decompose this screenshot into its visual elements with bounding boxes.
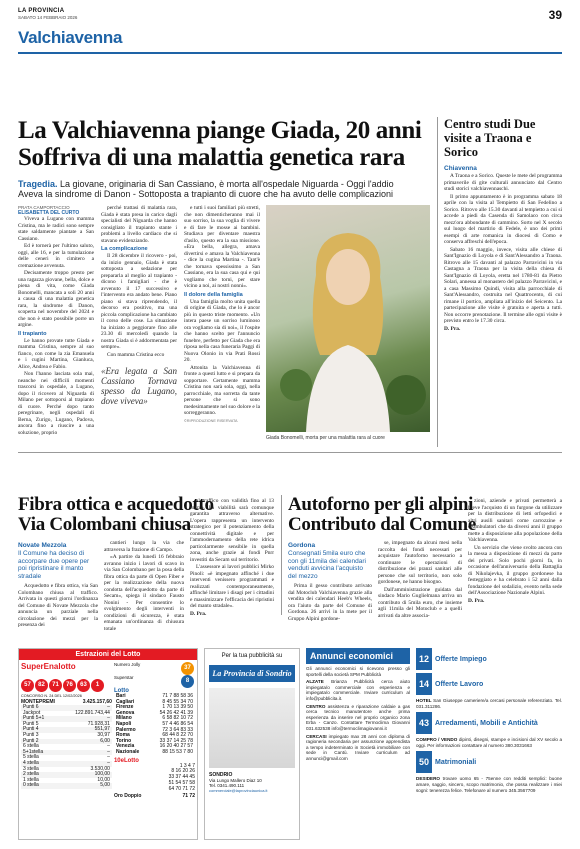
category-label: Matrimoniali [435, 758, 477, 766]
category-arredamenti [416, 712, 562, 734]
quote-value: – [57, 705, 112, 711]
quote-value: 30,97 [97, 731, 110, 738]
oro-label: Oro Doppio [113, 792, 142, 799]
article2-paragraph: «A partire da lunedì 16 febbraio avranno inizio i lavori di scavo in via San Colombano per la posa della fibra ottica da parte di Open Fiber e per la realizzazione della nuova condotta dell'acquedotto da parte di Secam», spiega il sindaco Fausto Nonini - Per consentire lo svolgimento degli interventi in condizioni di sicurezza, è stata emanata un'ordinanza di chiusura totale [104, 554, 184, 632]
article2-place: Novate Mezzola [18, 542, 67, 549]
ruota-name: Palermo [115, 726, 136, 733]
lead-paragraph: e tutti i suoi familiari più stretti, che non dimenticheranno mai il suo sorriso, la sua voglia di vivere e di fare le mosse ai bambini. Studiava per diventare maestra d'asilo, questo era la sua missione. «Era bella, allegra, amava divertirsi e amava la Valchiavenna - dice la cugina Martina -. Tant'è che tornava spessissimo a San Cassiano, era la sua casa qui e qui vogliamo che torni, per stare vicino a noi, ai nostri nonni». [184, 205, 260, 289]
ruota-numbers: 71 7 88 58 36 [162, 693, 193, 699]
ad-text: dipinti, disegni, stampe e incisioni dal XV secolo a oggi. Per informazioni contattare al numero 380.3031663 [416, 737, 562, 748]
lead-subhead: Il dolore della famiglia [184, 291, 243, 298]
ad-head: CERCASI [306, 733, 327, 739]
quote-label: 5+1stella [21, 750, 57, 756]
lead-paragraph: Una famiglia molto unita quella di origine di Giada, che lo è ancor più in questo triste momento. «Un intera paese un sorriso luminoso ora vogliamo sia di noi», il l'ospite che hanno scelto per l'annuncio funebre, perfetto per Giada che era riposa nella casa funeraria Paggi di Nuova Olonio in via Prati Rossi 20. [184, 298, 260, 363]
quote-value: 5,00 [57, 783, 112, 789]
category-label: Offerte Lavoro [435, 680, 484, 688]
lead-paragraph: Decisamente troppo presto per una ragazza giovane, bella, dolce e piena di vita, come Giada Bonomelli, mancata a soli 20 anni a causa di una malattia genetica rara, la sindrome di Danon, scoperta nel novembre del 2024 e che non è stato possibile porre un argine. [18, 270, 94, 328]
ruota-name: Torino [115, 737, 132, 744]
ruota-name: Milano [115, 715, 132, 722]
lead-title-line2: Soffriva di una malattia genetica rara [18, 144, 405, 171]
row-divider [18, 452, 562, 453]
ruota-numbers: 6 58 82 10 72 [162, 715, 193, 722]
lead-paragraph: perché trattasi di malattia rara, Giada è stata presa in carico dagli specialisti del Niguarda che hanno consigliato il trapianto stante i problemi a livello cardiaco che si stavano evidenziando. [101, 205, 177, 244]
page-number: 39 [548, 8, 562, 22]
article3-paragraph: zioni, aziende e privati permetterà a breve l'acquisto di un furgone da utilizzare per la distribuzione di letti orfopedici e altri ausili sanitari come carrozzine e deambulatori che da diversi anni il gruppo mette a disposizione alla popolazione della Valchiavenna. [468, 498, 562, 543]
portrait-illustration [266, 205, 430, 432]
quote-label: Jackpot [23, 709, 41, 716]
column-divider [437, 117, 438, 447]
ruota-numbers: 8 45 55 34 70 [162, 698, 193, 705]
article2-paragraph: L'assessore ai lavori pubblici Mirko Pinoli: «è impegnato affinché i due interventi venissero programmati e realizzati contemporaneamente, affinché limitare i disagi per i cittadini e massimizzare l'efficacia dei ripristini del manto stradale». [190, 564, 274, 609]
article2-column-1 [18, 540, 98, 630]
ad-head: CENTRO [306, 703, 326, 709]
sidebar-article [444, 117, 562, 332]
winning-numbers [21, 673, 112, 692]
quote-label: 2 stella [21, 772, 57, 778]
ruota-name: Napoli [115, 720, 132, 727]
sidebar-place: Chiavenna [444, 165, 477, 172]
diecielotto-row: 64 70 71 72 [168, 785, 195, 792]
pull-quote: «Era legata a San Cassiano Tornava spesso da Lugano, dove viveva» [101, 366, 177, 406]
quote-value: 122.891.743,44 [75, 709, 110, 716]
diecielotto-label: 10eLotto [113, 757, 139, 764]
lead-column-3 [184, 205, 260, 423]
article-autoforno [288, 495, 478, 535]
quote-value: 3.530,00 [90, 765, 110, 772]
article3-column-2 [378, 540, 462, 620]
article3-place: Gordona [288, 542, 316, 549]
ad-text: San Giuseppe cameriere/a cercasi personale referenziato. Tel. 031.311286. [416, 698, 562, 709]
lead-paragraph: Con mamma Cristina ecco [107, 351, 165, 358]
kicker-line2: Aveva la sindrome di Danon - Sottoposta a trapianto di cuore che ha avuto delle complicazioni [18, 189, 394, 199]
jolly-number: 37 [181, 662, 194, 675]
lead-paragraph: Il 28 dicembre il ricovero - poi, da inizio gennaio, Giada è stata sottoposta a sedazione per prepararla al meglio al trapianto - dicono i famigliari - che è avvenuto il 17 successivo e l'intervento era andato bene. Piano piano si stava riprendendo, il decorso era positivo, ma una piccola complicazione ha cambiato il corso delle cose. La situazione ha iniziato a peggiorare fino alle 23.30 di mercoledì quando la nostra Giada si è addormentata per sempre». [101, 253, 177, 350]
article3-paragraph: Prima il gesso contributo arrivato dal Motoclub Valchiavenna grazie alla vendita dei calendari Heeb's Wheels, ora l'aiuto da parte del Comune di Gordona. 26 arrivi in la mete per il Gruppo Alpini gordone- [288, 583, 372, 622]
lead-headline [18, 117, 430, 171]
byline-place: PRATA CAMPORTACCIO [18, 205, 70, 210]
quote-value: – [57, 761, 112, 767]
category-label: Arredamenti, Mobili e Antichità [435, 719, 538, 727]
kicker-label: Tragedia. [18, 179, 58, 189]
promo-headline: Per la tua pubblicità su [221, 653, 283, 659]
ruota-numbers: 88 15 53 7 80 [162, 748, 193, 755]
quote-label: Punti 2 [21, 739, 57, 745]
article3-title-line1: Autoforno per gli alpini [288, 494, 474, 515]
ruota-numbers: 72 3 64 83 33 [162, 726, 193, 733]
ad-head: DESIDERO [416, 776, 440, 782]
lead-title-line1: La Valchiavenna piange Giada, 20 anni [18, 117, 422, 144]
ruota-numbers: 54 26 42 41 39 [159, 709, 193, 716]
ad-text: assistenza e riparazione caldaie a gas cerca tecnico manutentore anche prima esperienza da inserire nel proprio organico zona Erba - Canzo. Contattare Termoclima Giovanni 031.632538 info@termoclimagiovanni.it [306, 703, 410, 731]
quote-label: 0 stella [21, 783, 57, 789]
classifieds-intro: Gli annunci economici si ricevono presso gli sportelli della società SPM Pubblicità [306, 666, 410, 677]
issue-date: SABATO 14 FEBBRAIO 2026 [18, 15, 78, 20]
quote-label: 6 stella [23, 743, 39, 750]
ad-head: HOTEL [416, 698, 432, 703]
lead-column-1 [18, 205, 94, 437]
article2-teaser: Il Comune ha deciso di accorpare due opere per poi ripristinare il manto stradale [18, 550, 90, 580]
category-number: 43 [416, 712, 432, 734]
diecielotto-row: 33 37 44 45 [168, 774, 195, 781]
lotto-ball: 1 [91, 679, 104, 692]
article2-paragraph: al traffico con validità fino al 13 marzo. La viabilità sarà comunque garantita attraverso alternative. L'opera rappresenta un intervento strategico per il potenziamento della connettività digitale e per l'ammodernamento della rete idrica particolarmente sensibile in quella zona, anche grazie ai fondi Pnrr investiti da Secam sul territorio. [190, 498, 274, 563]
category-offerte-lavoro [416, 673, 562, 695]
byline-name: ELISABETTA DEL CURTO [18, 210, 80, 216]
promo-office: SONDRIO [209, 772, 233, 778]
ruota-name: Nazionale [115, 748, 140, 755]
quote-label: Punti 4 [21, 727, 57, 733]
promo-phone: Tel. 0341.490.111 [209, 783, 245, 788]
concorso-label: CONCORSO N. 24 DEL 12/02/2026 [21, 694, 82, 698]
quote-value: 10,00 [97, 776, 110, 783]
article3-credit: D. Pra. [468, 597, 485, 604]
quote-value: 100,00 [57, 772, 112, 778]
column-divider [281, 495, 282, 615]
montepremi-label: MONTEPREMI [21, 699, 55, 705]
lead-subhead: La complicazione [101, 246, 148, 252]
article3-teaser: Consegnati 5mila euro che con gli 11mila dei calendari venduti avvicina l'acquisto del mezzo [288, 550, 366, 580]
classifieds-header: Annunci economici [306, 648, 410, 664]
ruota-numbers: 57 4 46 86 54 [162, 720, 193, 727]
photo-caption: Giada Bonomelli, morta per una malattia rara al cuore [266, 435, 385, 441]
category-number: 50 [416, 751, 432, 773]
quote-value: – [107, 743, 110, 750]
category-matrimoniali [416, 751, 562, 773]
diecielotto-row: 1 3 4 7 [179, 762, 195, 769]
lead-column-2 [101, 205, 177, 406]
ruote-table [114, 694, 195, 756]
quote-label: Punti 5 [23, 720, 39, 727]
lotto-ball: 57 [21, 679, 34, 692]
lotto-ball: 71 [49, 679, 62, 692]
lotto-title: Estrazioni del Lotto [19, 649, 197, 660]
lead-paragraph: Viveva a Lugano con mamma Cristina, ma le radici sono sempre state saldamente piantate a San Cassiano. [18, 216, 94, 242]
sidebar-paragraph: Il primo appuntamento è in programma sabato 18 aprile con la visita al Tempietto di San Fedelino a Sorico. Ritrovo alle 15.30 davanti al tempietto a cui si accede a piedi da Casenda di Samolaco con circa mezz'ora abbondante di cammino. Sorto nel X secolo sul luogo del martirio di Fedele, è uno dei primi esempi di arte romanica in diocesi di Como e conserva affreschi dell'epoca. [444, 193, 562, 245]
promo-paper: La Provincia di Sondrio [209, 665, 295, 682]
lead-paragraph: Le hanno provate tutte Giada e mamma Cristina, sempre al suo fianco, con come la zia Emanuela e i cugini Martina, Gianluca, Alice, Andrea e Fabio. [18, 337, 94, 370]
ad-text: Brianza Pubblicità cerca aiuto impiegata/o commerciale con esperienza e impiegata/o commerciale. Inviare curriculum al info@pubblicita.it. [306, 679, 410, 701]
ruota-name: Cagliari [115, 698, 135, 705]
article3-paragraph: Un servizio che viene svolto ancora con la messa a disposizione di mezzi da parte dei privati. Solo pochi giorni fa, in occasione dell'anniversario della Battaglia di Nikolajevka, il gruppo gordonese ha festeggiato e ha celebrato i 52 anni dalla fondazione del sodalizio, evento nella sede dell'Associazione Nazionale Alpini. [468, 544, 562, 596]
ruota-name: Venezia [115, 743, 135, 750]
ruota-name: Genova [115, 709, 135, 716]
ad-head: ALZATE [306, 679, 324, 685]
quote-table [21, 705, 112, 789]
lead-paragraph: Non l'hanno lasciata sola mai, neanche nei difficili momenti trascorsi in ospedale, a Lugano, dopo il ricovero al Niguarda di Milano per sottoporsi al trapianto di cuore. Perché dopo tanto peregrinare, negli ospedali di Berna, Zurigo, Lugano, Padova, ancora fino a riuscire a una soluzione, proprio [18, 371, 94, 436]
ruota-numbers: 33 37 14 25 78 [159, 737, 193, 744]
article3-column-1 [288, 540, 372, 623]
category-number: 12 [416, 648, 432, 670]
quote-value: – [57, 750, 112, 756]
article3-column-3 [468, 498, 562, 604]
ad-text: trovare uomo 65 - 75enne con redditi semplici: buone amare, saggio, sincero, scopo matrimonio, che possa realizzare i miei sogni: tenerezza felice. Telefonare al numero 345.3567709 [416, 776, 562, 793]
article2-paragraph: cantieri lungo la via che attraversa la frazione di Campo. [104, 540, 184, 553]
ruota-name: Firenze [115, 704, 134, 711]
promo-email[interactable]: commerciale@laprovinciaunica.it [209, 788, 268, 793]
article2-paragraph: Acquedotto e fibra ottica, via San Colombano chiusa al traffico. Arrivata in questi giorni l'ordinanza del Comune di Novate Mezzola che annuncia un parziale nella circolazione dei mezzi per la presenza dei [18, 583, 98, 628]
quote-value: 71.928,31 [87, 720, 110, 727]
article3-paragraph: se, impegnato da alcuni mesi nella raccolta dei fondi necessari per acquistare l'autoforno necessario a continuare le operazioni di distribuzione dei pranzi sanitari alle persone che sul territorio, non solo gordonese, ne hanno bisogno. [378, 540, 462, 585]
oro-value: 71 72 [182, 792, 195, 799]
superstar-number: 8 [181, 675, 194, 688]
promo-image [209, 688, 295, 768]
quote-label: 1 stella [23, 776, 39, 783]
ruota-numbers: 16 20 40 27 57 [159, 743, 193, 750]
quote-value: – [107, 754, 110, 761]
lotto-ball: 63 [77, 679, 90, 692]
lotto-label: Lotto [113, 688, 129, 694]
superenalotto-logo: SuperEnalotto [21, 662, 76, 671]
ruota-numbers: 1 70 13 39 50 [162, 704, 193, 711]
quote-value: – [57, 716, 112, 722]
lotto-ball: 76 [63, 679, 76, 692]
ruota-row [114, 750, 195, 756]
kicker-text: La giovane, originaria di San Cassiano, è morta all'ospedale Niguarda - Oggi l'addio [57, 179, 394, 189]
sidebar-credit: D. Pra. [444, 325, 461, 332]
jolly-label: Numero Jolly [113, 662, 141, 667]
lead-kicker [18, 179, 430, 199]
ad-head: COMPRO / VENDO [416, 737, 458, 743]
lead-photo [266, 205, 430, 432]
ruota-name: Roma [115, 732, 130, 739]
quote-value: 551,97 [57, 727, 112, 733]
article2-title-line2: Via Colombani chiusa [18, 514, 191, 535]
classifieds [306, 648, 562, 840]
copyright-note: ©RIPRODUZIONE RISERVATA [184, 418, 238, 423]
ruota-numbers: 68 44 8 22 70 [162, 732, 193, 739]
lead-subhead: Il trapianto [18, 330, 47, 337]
category-label: Offerte Impiego [435, 655, 487, 663]
lead-paragraph: Attonita la Valchiavenna di fronte a questi lutto e si prepara da sopportare. Certamente mamma Cristina non sarà sola, oggi, nella parrocchiale, ma sorretta da tante persone che si sono medesimamente nel suo dolore e la sorreggeranno. [184, 364, 260, 416]
sidebar-paragraph: A Traona e a Sorico. Queste le mete del programma primaverile di gite culturali annunciato dal Centro studi storici valchiavennaschi. [444, 173, 562, 192]
lotto-ball: 82 [35, 679, 48, 692]
ad-text: impiegato max 28 anni con diploma di ragioneria secondaria per assunzione apprendista a tempo indeterminato in Società immobiliare con sede in Cantù. Inviare curriculum ad annunci@gmail.com [306, 733, 410, 761]
quote-label: 3 stella [23, 765, 39, 772]
diecielotto-numbers [114, 764, 195, 793]
superstar-label: Superstar [113, 675, 134, 680]
article3-paragraph: Dall'amministrazione guidata dal sindaco Mario Guglielmana arriva un contributo di 5mila euro, che insieme agli 11mila del Motoclub e a quelli arrivati da altre associa- [378, 586, 462, 619]
quote-label: Punti 5+1 [21, 716, 57, 722]
quote-label: Punti 6 [21, 705, 57, 711]
lead-paragraph: Ed è tornerà per l'ultimo saluto, oggi, alle 16, e per la tumulazione delle ceneri in cimitero a cremazione avvenuta. [18, 243, 94, 269]
promo-address: Via Lungo Mallero Diaz 10 [209, 778, 262, 783]
montepremi-value: 3.425.157,60 [82, 699, 112, 705]
diecielotto-row: 51 54 57 58 [168, 779, 195, 786]
newspaper-name: LA PROVINCIA [18, 8, 65, 14]
category-offerte-impiego [416, 648, 562, 670]
sidebar-paragraph: Sabato 16 maggio, invece, visita alle chiese di Sant'Ignazio di Loyola e di Sant'Alessandro a Traona. Ritrovo alle 15 davanti al palazzo Parravicini in via Castagna a Traona per la visita della chiesa di Sant'Ignazio di Loyola, eretta nel 1780-81 da Pietro Solari, annessa al monastero del palazzo Parravicini, e a casa Massimo Quindi, visita alla parrocchiale di Sant'Alessandro, costruita nel Quattrocento, di cui rimane il portico, ampliata all'inizio del Seicento. La partecipazione alle visite è gratuita e aperta a tutti. Non occorre prenotazione. Il termine alle ogni visite è previsto entro le 17.30 circa. [444, 246, 562, 324]
quote-row [21, 783, 112, 789]
lotto-box [18, 648, 198, 840]
category-number: 14 [416, 673, 432, 695]
advertising-promo [204, 648, 300, 840]
section-rule [18, 52, 562, 54]
sidebar-title: Centro studi Due visite a Traona e Sorico [444, 117, 536, 159]
article2-column-3 [190, 498, 274, 617]
quote-label: 4 stella [21, 761, 57, 767]
quote-label: Punti 3 [23, 731, 39, 738]
quote-label: 5 stella [23, 754, 39, 761]
article2-title-line1: Fibra ottica e acquedotto [18, 494, 214, 515]
article2-credit: D. Pra. [190, 610, 207, 617]
diecielotto-row: 8 16 20 26 [171, 768, 195, 775]
ruota-name: Bari [115, 693, 126, 699]
article2-column-2 [104, 540, 184, 633]
section-title: Valchiavenna [18, 28, 123, 47]
article3-title-line2: Contributo dal Comune [288, 514, 476, 535]
quote-value: 6,00 [57, 739, 112, 745]
